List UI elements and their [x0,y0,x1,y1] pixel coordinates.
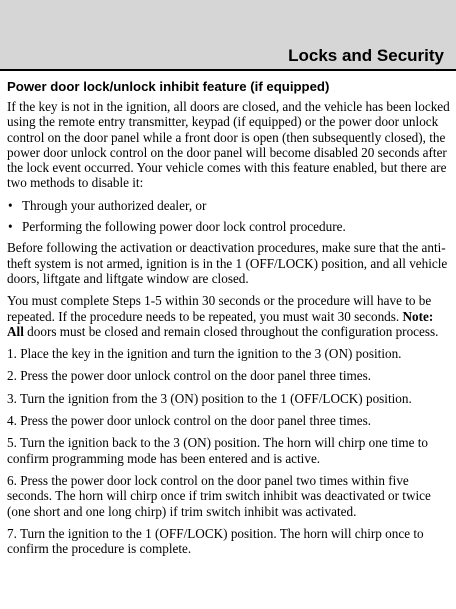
step-1: 1. Place the key in the ignition and turn the ignition to the 3 (ON) position. [7,346,402,362]
section-title: Power door lock/unlock inhibit feature (if equipped) [7,79,330,94]
step-5: 5. Turn the ignition back to the 3 (ON) position. The horn will chirp one time to confirm programming mode has been entered and is active. [7,435,428,466]
step-4: 4. Press the power door unlock control on the door panel three times. [7,413,372,429]
bullet-icon: • [8,219,13,235]
timing-paragraph [7,293,451,339]
bullet-icon: • [8,197,13,213]
list-item-text: Performing the following power door lock control procedure. [22,219,346,235]
note-label: Note: All [7,308,434,339]
step-3: 3. Turn the ignition from the 3 (ON) position to the 1 (OFF/LOCK) position. [7,390,412,406]
document-body [7,79,451,563]
intro-paragraph: If the key is not in the ignition, all doors are closed, and the vehicle has been locked using the remote entry transmitter, keypad (if equipped) or the power door unlock control on the door panel while a front door is open (then subsequently closed), the power door unlock control on the door panel will become disabled 20 seconds after the lock event occurred. Your vehicle comes with this feature enabled, but there are two methods to disable it: [7,99,450,191]
list-item [7,219,451,234]
step-7: 7. Turn the ignition to the 1 (OFF/LOCK) position. The horn will chirp once to confirm the procedure is complete. [7,525,424,557]
list-item-text: Through your authorized dealer, or [22,197,207,213]
list-item [7,198,451,213]
page-header [0,0,456,69]
step-2: 2. Press the power door unlock control on the door panel three times. [7,368,372,384]
note-text: doors must be closed and remain closed throughout the configuration process. [27,323,439,339]
header-divider [0,69,456,71]
page-header-title: Locks and Security [288,46,444,65]
preconditions-paragraph: Before following the activation or deactivation procedures, make sure that the anti-theft system is not armed, ignition is in the 1 (OFF/LOCK) position, and all vehicle doors, liftgate and liftgate window are closed. [7,240,448,286]
timing-text: You must complete Steps 1-5 within 30 seconds or the procedure will have to be repeated. If the procedure needs to be repeated, you must wait 30 seconds. [7,293,432,324]
disable-methods-list [7,198,451,235]
step-6: 6. Press the power door lock control on the door panel two times within five seconds. The horn will chirp once if trim switch inhibit was deactivated or twice (one short and one long chirp) if trim switch inhibit was activated. [7,472,431,519]
